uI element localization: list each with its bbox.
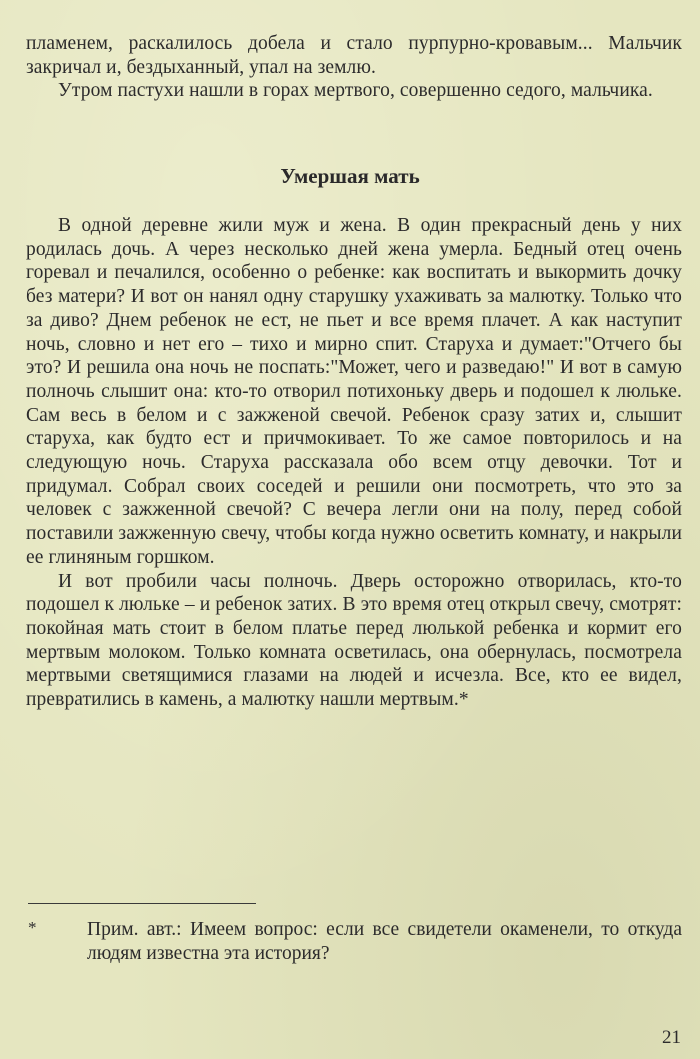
footnote-divider: [28, 903, 256, 904]
paragraph: В одной деревне жили муж и жена. В один прекрасный день у них родилась дочь. А через несколько дней жена умерла. Бедный отец очень горевал и печалился, особенно о ребенке: как воспитать и выкормить дочку без матери? И вот он нанял одну старушку ухаживать за малютку. Только что за диво? Днем ребенок не ест, не пьет и все время плачет. А как наступит ночь, словно и нет его – тихо и мирно спит. Старуха и думает:"Отчего бы это? И решила она ночь не поспать:"Может, чего и разведаю!" И вот в самую полночь слышит она: кто-то отворил потихоньку дверь и подошел к люльке. Сам весь в белом и с зажженой свечой. Ребенок сразу затих и, слышит старуха, как будто ест и причмокивает. То же самое повторилось и на следующую ночь. Старуха рассказала обо всем отцу девочки. Тот и придумал. Собрал своих соседей и решили они посмотреть, что это за человек с зажженной свечой? С вечера легли они на полу, перед собой поставили зажженную свечу, чтобы когда нужно осветить комнату, и накрыли ее глиняным горшком.: [26, 215, 682, 568]
footnote: [28, 918, 682, 965]
footnote-text: Прим. авт.: Имеем вопрос: если все свидетели окаменели, то откуда людям известна эта история?: [87, 919, 682, 964]
paragraph: Утром пастухи нашли в горах мертвого, совершенно седого, мальчика.: [58, 80, 653, 102]
story-body: [26, 214, 682, 712]
story-title: Умершая мать: [280, 164, 420, 188]
paragraph: пламенем, раскалилось добела и стало пурпурно-кровавым... Мальчик закричал и, бездыханный, упал на землю.: [26, 33, 682, 78]
previous-story-ending: [26, 32, 682, 103]
footnote-marker: *: [28, 918, 37, 937]
page-number: 21: [662, 1027, 681, 1048]
paragraph: И вот пробили часы полночь. Дверь осторожно отворилась, кто-то подошел к люльке – и ребенок затих. В это время отец открыл свечу, смотрят: покойная мать стоит в белом платье перед люлькой ребенка и кормит его мертвым молоком. Только комната осветилась, она обернулась, посмотрела мертвыми светящимися глазами на людей и исчезла. Все, кто ее видел, превратились в камень, а малютку нашли мертвым.*: [26, 570, 682, 711]
